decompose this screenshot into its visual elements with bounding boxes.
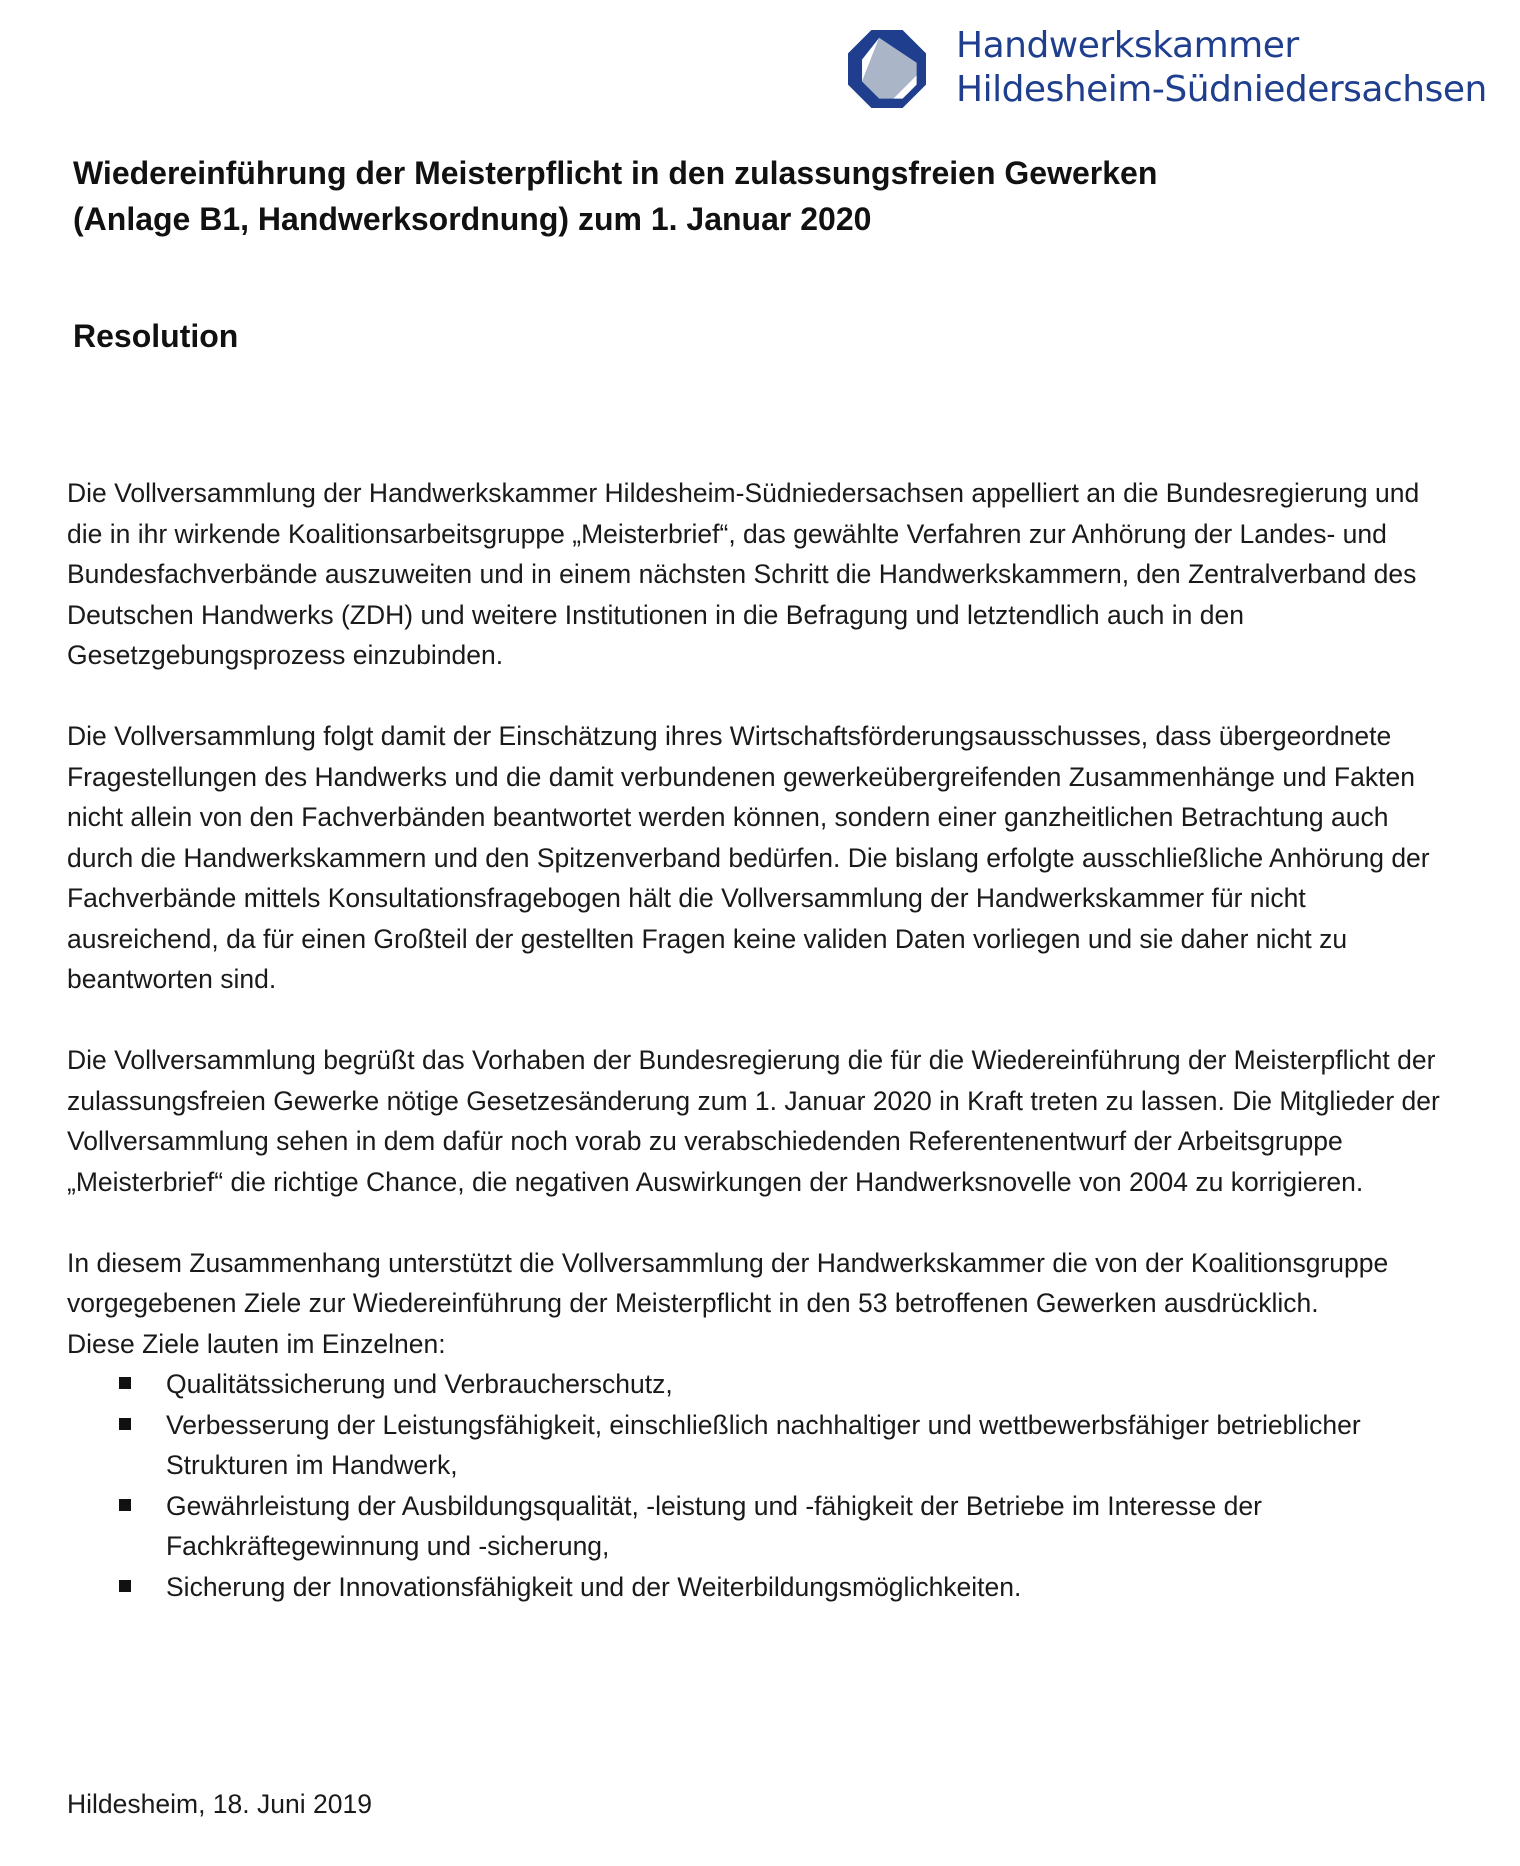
list-item-text: Verbesserung der Leistungsfähigkeit, einschließlich nachhaltiger und wettbewerbsfähiger betrieblicher Strukturen im Handwerk, [166, 1409, 1361, 1480]
list-item-text: Sicherung der Innovationsfähigkeit und der Weiterbildungsmöglichkeiten. [166, 1571, 1022, 1602]
org-logo [848, 24, 1487, 112]
list-intro: Diese Ziele lauten im Einzelnen: [67, 1328, 446, 1359]
place-date: Hildesheim, 18. Juni 2019 [67, 1789, 372, 1819]
document-title [73, 150, 1373, 242]
document-title-line1: Wiedereinführung der Meisterpflicht in den zulassungsfreien Gewerken [73, 155, 1158, 191]
org-name-line2: Hildesheim-Südniedersachsen [956, 69, 1487, 110]
paragraph: In diesem Zusammenhang unterstützt die Vollversammlung der Handwerkskammer die von der Koalitionsgruppe vorgegebenen Ziele zur Wiedereinführung der Meisterpflicht in den 53 betroffenen Gewerken ausdrücklich. [67, 1247, 1389, 1318]
list-item [67, 1364, 1457, 1405]
document-title-line2: (Anlage B1, Handwerksordnung) zum 1. Januar 2020 [73, 201, 872, 237]
document-subheading: Resolution [73, 318, 239, 354]
bullet-square-icon [119, 1418, 131, 1430]
goals-list [67, 1364, 1457, 1607]
bullet-square-icon [119, 1499, 131, 1511]
list-item [67, 1405, 1457, 1486]
paragraph: Die Vollversammlung folgt damit der Einschätzung ihres Wirtschaftsförderungsausschusses, dass übergeordnete Fragestellungen des Handwerks und die damit verbundenen gewerkeübergreifenden Zusammenhänge und Fakten nicht allein von den Fachverbänden beantwortet werden können, sondern einer ganzheitlichen Betrachtung auch durch die Handwerkskammern und den Spitzenverband bedürfen. Die bislang erfolgte ausschließliche Anhörung der Fachverbände mittels Konsultationsfragebogen hält die Vollversammlung der Handwerkskammer für nicht ausreichend, da für einen Großteil der gestellten Fragen keine validen Daten vorliegen und sie daher nicht zu beantworten sind. [67, 721, 1430, 994]
list-item [67, 1486, 1457, 1567]
bullet-square-icon [119, 1580, 131, 1592]
list-item-text: Qualitätssicherung und Verbraucherschutz, [166, 1369, 673, 1399]
bullet-square-icon [119, 1377, 131, 1389]
paragraph: Die Vollversammlung der Handwerkskammer Hildesheim-Südniedersachsen appelliert an die Bundesregierung und die in ihr wirkende Koalitionsarbeitsgruppe „Meisterbrief“, das gewählte Verfahren zur Anhörung der Landes- und Bundesfachverbände auszuweiten und in einem nächsten Schritt die Handwerkskammern, den Zentralverband des Deutschen Handwerks (ZDH) und weitere Institutionen in die Befragung und letztendlich auch in den Gesetzgebungsprozess einzubinden. [67, 478, 1420, 670]
list-item [67, 1567, 1457, 1608]
org-name-line1: Handwerkskammer [956, 25, 1299, 66]
list-item-text: Gewährleistung der Ausbildungsqualität, -leistung und -fähigkeit der Betriebe im Interesse der Fachkräftegewinnung und -sicherung, [166, 1490, 1262, 1561]
paragraph: Die Vollversammlung begrüßt das Vorhaben der Bundesregierung die für die Wiedereinführung der Meisterpflicht der zulassungsfreien Gewerke nötige Gesetzesänderung zum 1. Januar 2020 in Kraft treten zu lassen. Die Mitglieder der Vollversammlung sehen in dem dafür noch vorab zu verabschiedenden Referentenentwurf der Arbeitsgruppe „Meisterbrief“ die richtige Chance, die negativen Auswirkungen der Handwerksnovelle von 2004 zu korrigieren. [67, 1045, 1440, 1197]
org-name [956, 24, 1487, 112]
document-body [67, 473, 1457, 1607]
hwk-logo-icon [848, 30, 926, 108]
